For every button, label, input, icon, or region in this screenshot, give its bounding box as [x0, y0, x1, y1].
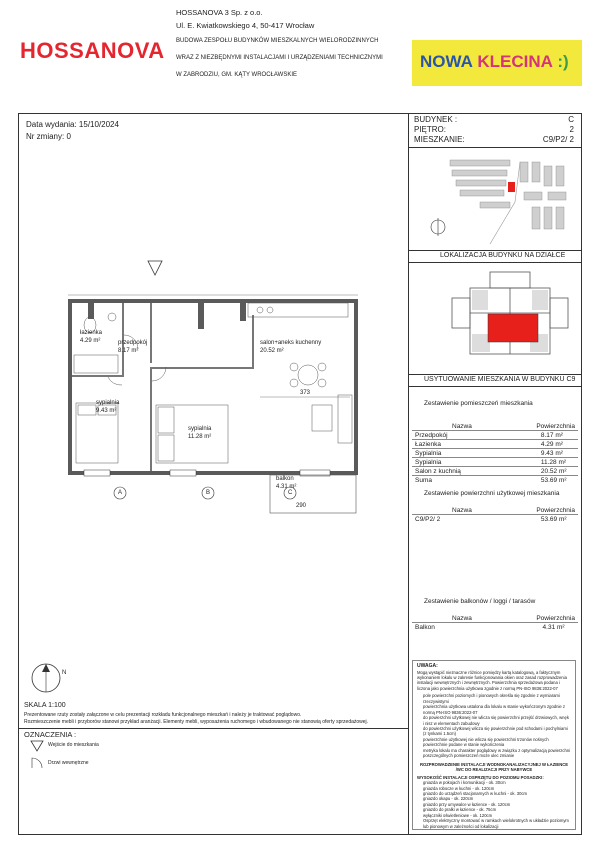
dim-373: 373 [300, 390, 311, 396]
legend-entry-label: Wejście do mieszkania [48, 742, 99, 748]
axis-c: C [288, 490, 293, 496]
label-bed1: sypialnia 9.43 m² [96, 400, 120, 414]
table-row: Balkon 4.31 m² [412, 623, 578, 632]
issue-date: Data wydania: 15/10/2024 [26, 120, 119, 129]
label-living: salon+aneks kuchenny 20.52 m² [260, 340, 322, 354]
table-row: Łazienka 4.29 m² [412, 440, 578, 449]
rooms-table: Nazwa Powierzchnia Przedpokój 8.17 m² Łazienka 4.29 m² Sypialnia 9.43 m² Sypialnia 11.28 m² Salon z kuchnią 20.52 m² Suma 53.69 m² [412, 422, 578, 484]
building-plan [450, 268, 570, 368]
balcony-table: Nazwa Powierzchnia Balkon 4.31 m² [412, 614, 578, 631]
table-row: C9/P2/ 2 53.69 m² [412, 515, 578, 524]
entry-marker [148, 261, 162, 275]
nowa-klecina-logo: NOWA KLECINA :) [412, 40, 582, 86]
site-caption: LOKALIZACJA BUDYNKU NA DZIAŁCE [440, 252, 566, 259]
table-row: Sypialnia 9.43 m² [412, 449, 578, 458]
table-row: Przedpokój 8.17 m² [412, 431, 578, 440]
label-bed2: sypialnia 11.28 m² [188, 426, 212, 440]
scale-label: SKALA 1:100 [24, 702, 66, 709]
floor-plan [60, 255, 380, 515]
legend-title: OZNACZENIA : [24, 730, 77, 739]
unit-info: BUDYNEK : C PIĘTRO: 2 MIESZKANIE: C9/P2/ 2 [414, 115, 574, 144]
building-caption: USYTUOWANIE MIESZKANIA W BUDYNKU C9 [424, 376, 576, 383]
table-row: Salon z kuchnią 20.52 m² [412, 467, 578, 476]
table-row: Suma 53.69 m² [412, 476, 578, 485]
usable-table-title: Zestawienie powierzchni użytkowej mieszkania [424, 490, 560, 497]
label-balcony: balkon 4.31 m² [276, 476, 297, 490]
legend-door-label: Drzwi wewnętrzne [48, 760, 89, 766]
door-icon [30, 756, 44, 770]
usable-table: Nazwa Powierzchnia C9/P2/ 2 53.69 m² [412, 506, 578, 523]
north-arrow-icon [28, 660, 72, 696]
axis-a: A [118, 490, 123, 496]
north-label: N [62, 670, 67, 676]
rooms-table-title: Zestawienie pomieszczeń mieszkania [424, 400, 533, 407]
change-number: Nr zmiany: 0 [26, 132, 71, 141]
disclaimer: Prezentowane rzuty zostały załączone w celu prezentacji rozkładu funkcjonalnego mieszkań i należy je traktować poglądowo. Rozmieszczenie mebli i przyborów stanowi przykład aranżacji. Elementy mebli, wyposażenia ruchomego i wbudowanego nie stanowią oferty sprzedażowej. [24, 712, 369, 725]
site-map [420, 152, 576, 244]
hossanova-logo: HOSSANOVA [20, 38, 165, 63]
label-bathroom: łazienka 4.29 m² [80, 330, 103, 344]
entry-triangle-icon [30, 740, 44, 752]
axis-b: B [206, 490, 211, 496]
dim-290: 290 [296, 503, 307, 509]
company-info: HOSSANOVA 3 Sp. z o.o. Ul. E. Kwiatkowskiego 4, 50-417 Wrocław BUDOWA ZESPOŁU BUDYNKÓW MIESZKALNYCH WIELORODZINNYCH WRAZ Z NIEZBĘDNYMI INSTALACJAMI I URZĄDZENIAMI TECHNICZNYMI W ZABRODZIU, GM. KĄTY WROCŁAWSKIE [176, 8, 383, 79]
notes-box: UWAGA: Mogą wystąpić nieznaczne różnice pomiędzy kartą katalogową, a faktycznym wykonaniem lokalu w zakresie funkcjonowania okien oraz zasad rozprowadzenia instalacji wewnętrznych i zewnętrznych. Powierzchnia sprzedażowa podana i liczona jako powierzchnia użytkowa zgodnie z normą PN-ISO 9836:2022-07 pole powierzchni poziomych i pionowych określa się zgodnie z wymiarami rzeczywistymi powierzchnia użytkowa ustalona dla lokalu w stanie wykończonym zgodnie z normą PN-ISO 9836:2022-07 do powierzchni użytkowej nie wlicza się powierzchni przejść drzwiowych, wnęk i nisz w elementach zabudowy do powierzchni użytkowej wlicza się powierzchnie pod schodami i pochylniami (z tynkami 1.5cm) powierzchnie użytkowej nie wlicza się powierzchni trzonów nośnych powierzchnie podane w stanie wykończenia metryka lokalu ma charakter poglądowy w związku z optymalizacją powierzchni poszczególnych pomieszczeń może ulec zmianie ROZPROWADZENIE INSTALACJI WODNOKANALIZACYJNEJ W ŁAZIENCE /WC DO REALIZACJI PRZY NABYWCE WYSOKOŚĆ INSTALACJI OSPRZĘTU DO POZIOMU POSADZKI: gniazda w pokojach i komunikacji - ok. 30cm gniazda robocze w kuchni - ok. 120cm gniazdo do urządzeń stacjonarnych w kuchni - ok. 30cm gniazdo okapu - ok. 220cm gniazdo przy umywalce w łazience - ok. 120cm gniazdo do pralki w łazience - ok. 75cm wyłączniki oświetleniowe - ok. 120cm Osprzęt elektryczny montować w ramkach wielokrotnych w układzie poziomym lub pionowym w zależności od lokalizacji [412, 660, 576, 830]
balcony-table-title: Zestawienie balkonów / loggi / tarasów [424, 598, 536, 605]
table-row: Sypialnia 11.28 m² [412, 458, 578, 467]
label-hall: przedpokój 8.17 m² [118, 340, 148, 354]
